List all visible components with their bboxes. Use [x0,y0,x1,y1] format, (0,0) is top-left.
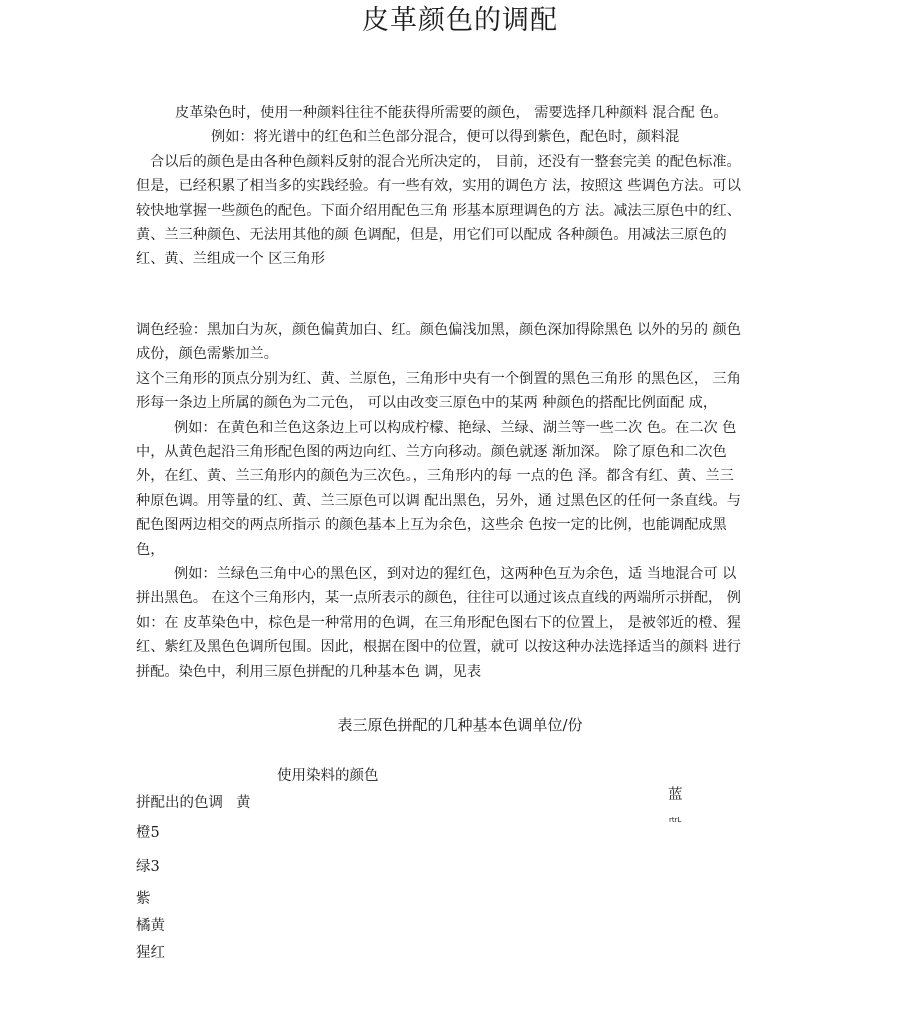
table-row: 紫 [136,891,151,907]
text-line: 皮革染色时，使用一种颜料往往不能获得所需要的颜色， 需要选择几种颜料 混合配 色。 [175,105,728,121]
page-title: 皮革颜色的调配 [362,5,558,36]
table-col-blue: 蓝 [668,787,683,803]
text-line: 如：在 皮革染色中，棕色是一种常用的色调，在三角形配色图右下的位置上， 是被邻近的橙、猩 [136,614,741,631]
table-caption: 表三原色拼配的几种基本色调单位/份 [337,716,583,734]
text-line: 红、紫红及黑色色调所包围。因此，根据在图中的位置，就可 以按这种办法选择适当的颜料 进行 [136,639,741,656]
text-line: 合以后的颜色是由各种色颜料反射的混合光所决定的， 目前，还没有一整套完美 的配色标准。 [150,153,741,170]
text-line: 较快地掌握一些颜色的配色。下面介绍用配色三角 形基本原理调色的方 法。减法三原色中的红、 [136,202,741,219]
table-col-yellow: 黄 [236,795,251,811]
text-line: 红、黄、兰组成一个 区三角形 [136,251,325,268]
table-row: 绿3 [136,859,160,875]
text-line: 拼出黑色。 在这个三角形内，某一点所表示的颜色，往往可以通过该点直线的两端所示拼配， 例 [136,590,741,607]
text-line: 例如：在黄色和兰色这条边上可以构成柠檬、艳绿、兰绿、湖兰等一些二次 色。在二次 色 [174,419,737,436]
text-line: 配色图两边相交的两点所指示 的颜色基本上互为余色，这些余 色按一定的比例，也能调配成黑 [136,517,727,534]
text-line: 拼配。染色中，利用三原色拼配的几种基本色 调，见表 [136,663,482,680]
table-row: 橘黄 [136,918,165,934]
experience-paragraph [136,318,800,684]
text-line: 调色经验：黑加白为灰，颜色偏黄加白、红。颜色偏浅加黑，颜色深加得除黑色 以外的另的 颜色 [136,322,741,338]
text-line: 黄、兰三种颜色、无法用其他的颜 色调配，但是，用它们可以配成 各种颜色。用减法三原色的 [136,227,727,244]
table-group-header: 使用染料的颜色 [277,768,379,784]
text-line: 例如：将光谱中的红色和兰色部分混合，便可以得到紫色，配色时，颜料混 [211,129,680,146]
intro-paragraph [136,101,800,272]
table-row: 猩红 [136,945,165,961]
table-row-header: 拼配出的色调 [136,795,223,811]
text-line: 种原色调。用等量的红、黄、兰三原色可以调 配出黑色，另外，通 过黑色区的任何一条直线。与 [136,492,741,509]
text-line: 中，从黄色起沿三角形配色图的两边向红、兰方向移动。颜色就逐 渐加深。 除了原色和二次色 [136,444,727,461]
text-line: 色， [136,541,165,558]
text-line: 形每一条边上所属的颜色为二元色， 可以由改变三原色中的某两 种颜色的搭配比例面配 成， [136,395,718,412]
text-line: 外，在红、黄、兰三角形内的颜色为三次色。，三角形内的每 一点的色 泽。都含有红、黄、兰三 [136,468,734,485]
text-line: 成份，颜色需紫加兰。 [136,346,278,363]
text-line: 这个三角形的顶点分别为红、黄、兰原色，三角形中央有一个倒置的黑色三角形 的黑色区， 三角 [136,370,741,387]
table-row: 橙5 [136,825,160,841]
text-line: 例如：兰绿色三角中心的黑色区，到对边的猩红色，这两种色互为余色，适 当地混合可 以 [174,566,737,583]
table-col-note: rtrL [669,816,682,824]
text-line: 但是，已经积累了相当多的实践经验。有一些有效，实用的调色方 法，按照这 些调色方法。可以 [136,178,741,195]
